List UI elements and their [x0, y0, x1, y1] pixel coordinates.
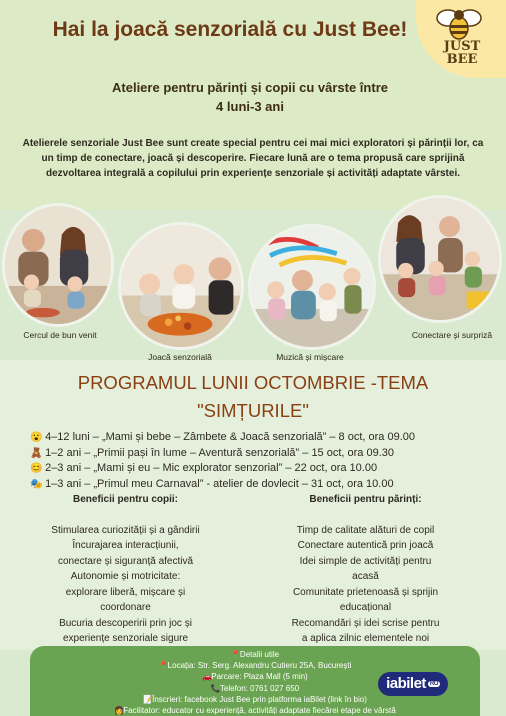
photo-caption: Conectare și surpriză — [411, 330, 493, 340]
benefits-parents — [258, 492, 473, 647]
surprised-face-icon: 😮 — [30, 432, 43, 443]
intro-paragraph: Atelierele senzoriale Just Bee sunt create special pentru cei mai mici exploratori și părinții lor, ca un timp de conectare, joacă și descoperire. Fiecare lună are o tema propusă care sprijină dezvoltarea integrală a copilului prin experiențe senzoriale și activități adaptate vârstei. — [22, 138, 484, 179]
benefit-item: acasă — [352, 571, 379, 582]
iabilet-badge[interactable] — [378, 672, 448, 696]
subtitle-line-1: Ateliere pentru părinți și copii cu vârste între — [112, 80, 388, 95]
benefit-item: Autonomie și motricitate: — [70, 571, 181, 582]
logo-text-top: JUST — [443, 39, 481, 54]
footer-text: Înscrieri: facebook Just Bee prin platforma iaBilet (link în bio) — [152, 694, 367, 704]
activity-item — [30, 477, 490, 493]
smiling-face-icon: 😊 — [30, 463, 43, 474]
activity-text: 1–3 ani – „Primul meu Carnaval” - atelier de dovlecit – 31 oct, ora 10.00 — [45, 477, 394, 490]
benefit-item: Comunitate prietenoasă și sprijin — [292, 586, 439, 598]
footer-text: Telefon: 0761 027 650 — [219, 683, 300, 693]
benefit-item: Încurajarea interacțiunii, — [72, 540, 179, 551]
iabilet-text: iabilet — [386, 675, 426, 692]
photo-sensory-play — [118, 222, 244, 350]
activity-item — [30, 430, 490, 446]
benefit-item: coordonare — [100, 602, 151, 613]
benefits-children-heading: Beneficii pentru copii: — [72, 494, 178, 505]
memo-icon: 📝 — [143, 694, 154, 704]
photo-caption: Joacă senzorială — [148, 352, 212, 362]
benefit-item: Idei simple de activități pentru — [299, 555, 432, 567]
phone-icon: 📞 — [210, 683, 221, 693]
activity-text: 4–12 luni – „Mami și bebe – Zâmbete & Joacă senzorială” – 8 oct, ora 09.00 — [45, 431, 415, 443]
activity-item — [30, 446, 490, 462]
car-icon: 🚗 — [202, 672, 213, 682]
photo-music-movement — [248, 224, 376, 350]
pin-icon: 📍 — [230, 650, 241, 659]
activity-list — [30, 430, 490, 492]
logo-text-bottom: BEE — [446, 52, 478, 67]
subtitle — [60, 78, 440, 116]
teddy-bear-icon: 🧸 — [30, 447, 43, 459]
photo-caption: Cercul de bun venit — [23, 330, 97, 340]
photo-connection-surprise — [378, 195, 502, 323]
benefit-item: Stimularea curiozității și a gândirii — [51, 524, 200, 536]
person-icon: 👩 — [114, 706, 125, 716]
footer-line — [30, 649, 480, 660]
photo-welcome-circle — [2, 203, 114, 327]
footer-text: Locația: Str. Serg. Alexandru Cutieru 25A, București — [167, 661, 352, 671]
benefit-item: conectare și siguranță afectivă — [57, 555, 194, 567]
benefit-item: explorare liberă, mișcare și — [65, 586, 186, 598]
iabilet-country: RO — [429, 681, 438, 687]
activity-item — [30, 461, 490, 477]
benefit-item: Bucuria descoperirii prin joc și — [59, 617, 192, 629]
activity-text: 2–3 ani – „Mami și eu – Mic explorator senzorial” – 22 oct, ora 10.00 — [45, 462, 378, 474]
benefit-item: Recomandări și idei scrise pentru — [291, 617, 440, 629]
benefits-children — [18, 492, 233, 647]
theater-masks-icon: 🎭 — [30, 478, 43, 490]
benefit-item: educațional — [339, 602, 392, 613]
benefits-parents-heading: Beneficii pentru părinți: — [309, 494, 422, 505]
benefit-item: Conectare autentică prin joacă — [297, 540, 434, 551]
program-title-line-2: "SIMȚURILE" — [197, 400, 309, 421]
program-title-line-1: PROGRAMUL LUNII OCTOMBRIE -TEMA — [77, 372, 429, 393]
benefit-item: a aplica zilnic elementele noi — [301, 633, 430, 644]
subtitle-line-2: 4 luni-3 ani — [216, 99, 284, 114]
footer-line — [30, 660, 480, 671]
activity-text: 1–2 ani – „Primii pași în lume – Aventură senzorială” – 15 oct, ora 09.30 — [45, 446, 395, 459]
footer-text: Facilitator: educator cu experiență, activități adaptate fiecărei etape de vârstă — [123, 706, 396, 716]
footer-text: Detalii utile — [239, 650, 280, 659]
footer-text: Parcare: Plaza Mall (5 min) — [211, 672, 308, 682]
footer-line — [30, 705, 480, 716]
photo-caption: Muzică și mișcare — [276, 352, 344, 362]
program-title — [20, 369, 486, 425]
benefit-item: Timp de calitate alături de copil — [296, 524, 435, 536]
location-pin-icon: 📍 — [158, 661, 169, 671]
page-title: Hai la joacă senzorială cu Just Bee! — [52, 18, 408, 41]
benefit-item: experiențe senzoriale sigure — [62, 633, 189, 644]
